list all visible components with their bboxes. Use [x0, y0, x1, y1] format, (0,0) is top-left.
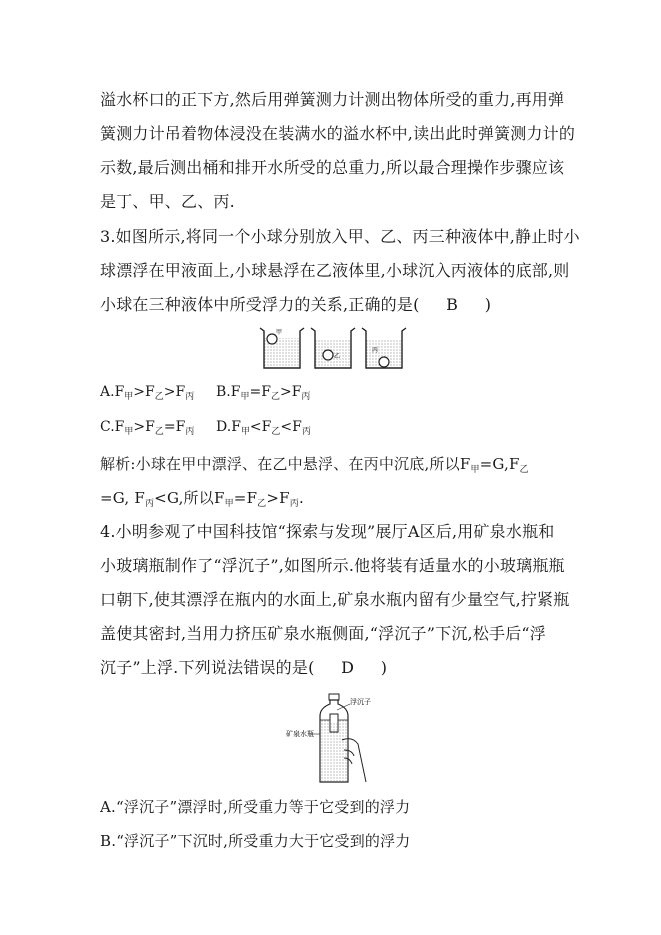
option-a: A.“浮沉子”漂浮时,所受重力等于它受到的浮力 — [100, 798, 411, 816]
option-a: $A.F_甲>F_乙>F_丙$ — [100, 384, 195, 402]
question-4-line: 盖使其密封,当用力挤压矿泉水瓶侧面,“浮沉子”下沉,松手后“浮 — [100, 624, 546, 643]
explanation-line-1: 解析:小球在甲中漂浮、在乙中悬浮、在丙中沉底,所以$F_甲=G,F_乙$ — [100, 455, 529, 475]
question-4-line — [100, 658, 570, 678]
beaker-bing — [362, 328, 406, 368]
beaker-jia — [260, 328, 304, 368]
bottle-figure — [282, 690, 382, 786]
beaker-yi — [311, 328, 355, 368]
text-line: 是丁、甲、乙、丙. — [100, 192, 235, 211]
label-bottle: 矿泉水瓶 — [286, 730, 314, 738]
beaker-label-jia: 甲 — [276, 329, 283, 336]
bottle-cap — [329, 694, 339, 700]
text-line: 簧测力计吊着物体浸没在装满水的溢水杯中,读出此时弹簧测力计的 — [100, 124, 576, 143]
question-4-line: 口朝下,使其漂浮在瓶内的水面上,矿泉水瓶内留有少量空气,拧紧瓶 — [100, 590, 570, 609]
question-3-stem: 小球在三种液体中所受浮力的关系,正确的是( — [100, 295, 420, 314]
option-d: $D.F_甲<F_乙<F_丙$ — [216, 419, 311, 437]
beaker-label-bing: 丙 — [372, 347, 379, 354]
text-line: 示数,最后测出桶和排开水所受的总重力,所以最合理操作步骤应该 — [100, 158, 565, 177]
question-3-line: 3.如图所示,将同一个小球分别放入甲、乙、丙三种液体中,静止时小 — [100, 227, 580, 246]
question-4-stem: 沉子”上浮.下列说法错误的是( — [100, 658, 315, 677]
label-diver: 浮沉子 — [350, 698, 371, 706]
text-line: 溢水杯口的正下方,然后用弹簧测力计测出物体所受的重力,再用弹 — [100, 90, 565, 109]
beaker-label-yi: 乙 — [334, 353, 341, 360]
question-4-line: 小玻璃瓶制作了“浮沉子”,如图所示.他将装有适量水的小玻璃瓶瓶 — [100, 556, 565, 575]
question-3-line: 球漂浮在甲液面上,小球悬浮在乙液体里,小球沉入丙液体的底部,则 — [100, 261, 570, 280]
question-3-close: ) — [484, 295, 492, 314]
question-3-answer: B — [446, 295, 459, 314]
question-3-line — [100, 295, 570, 315]
ball — [323, 350, 333, 360]
question-4-answer: D — [341, 658, 355, 677]
ball — [379, 357, 389, 367]
question-4-line: 4.小明参观了中国科技馆“探索与发现”展厅A区后,用矿泉水瓶和 — [100, 522, 555, 541]
option-b: $B.F_甲=F_乙>F_丙$ — [216, 384, 311, 402]
explanation-line-2: =G, $F_丙<G$,所以$F_甲=F_乙>F_丙$. — [100, 489, 304, 509]
option-c: $C.F_甲>F_乙=F_丙$ — [100, 419, 195, 437]
beakers-figure — [258, 322, 408, 374]
option-b: B.“浮沉子”下沉时,所受重力大于它受到的浮力 — [100, 832, 411, 850]
question-4-close: ) — [380, 658, 388, 677]
